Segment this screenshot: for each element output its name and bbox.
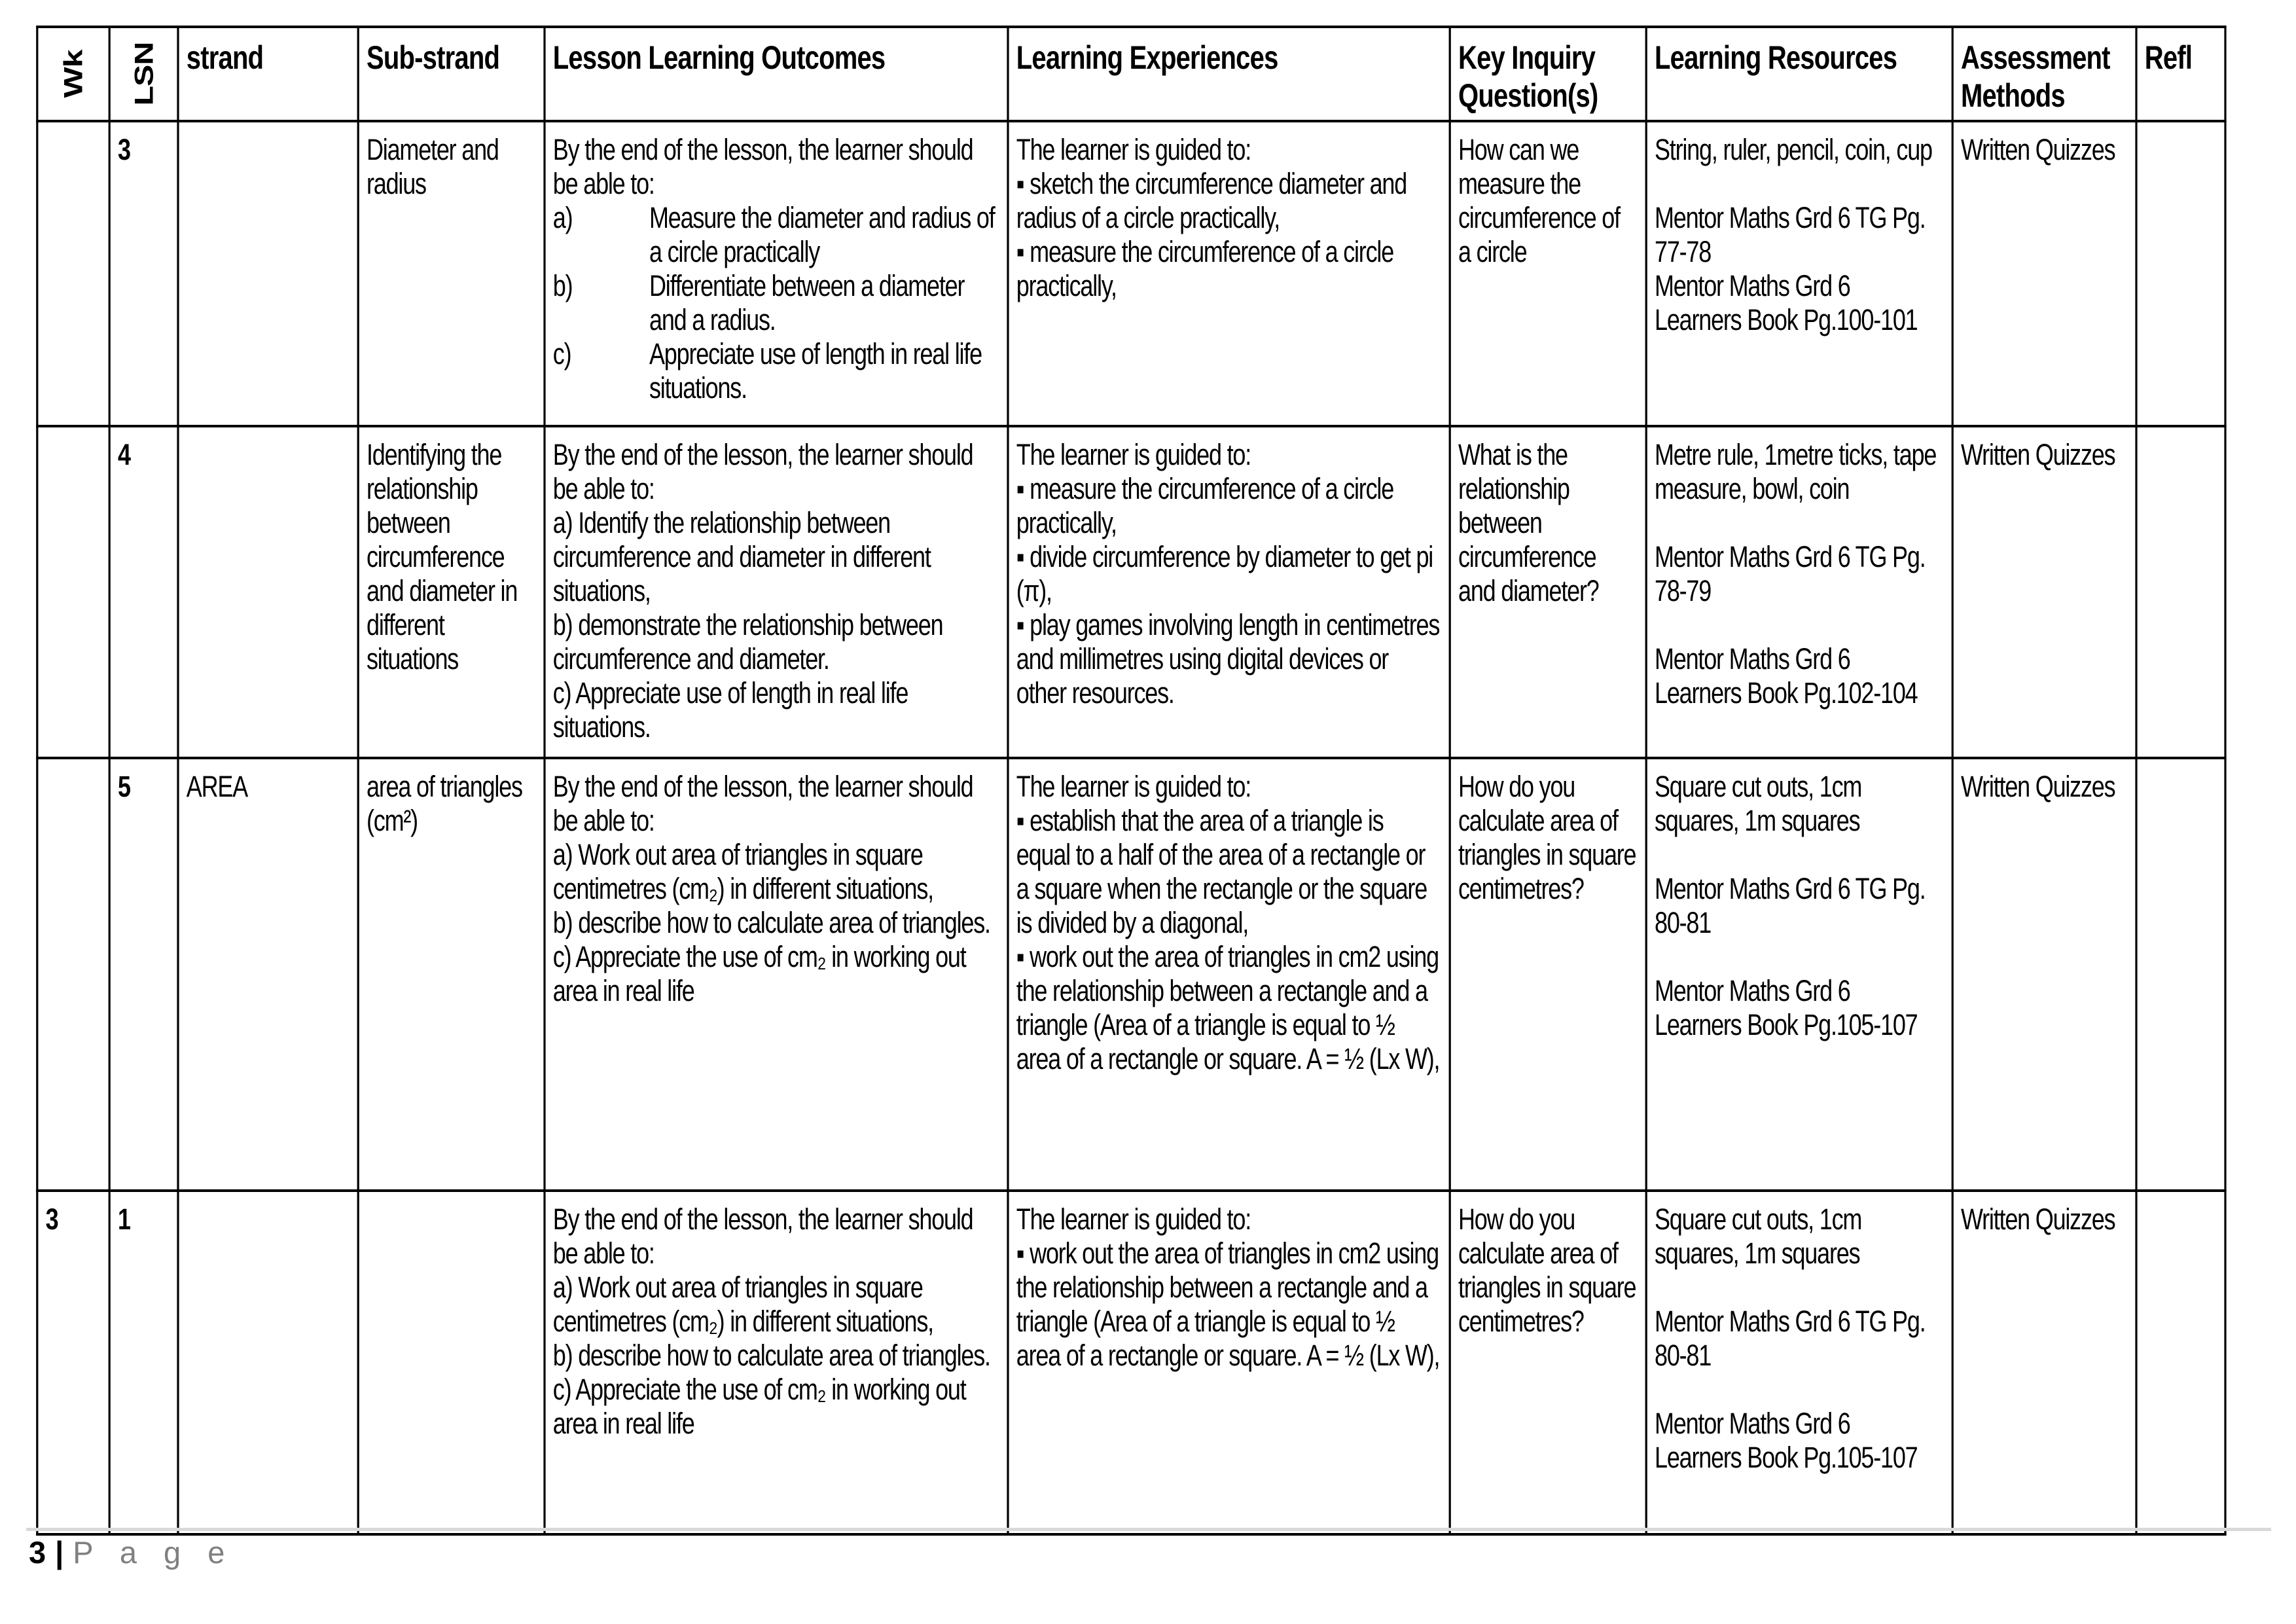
bullet-item: ▪ measure the circumference of a circle practically, xyxy=(1016,235,1442,303)
cell-strand: AREA xyxy=(178,758,358,1191)
header-row xyxy=(37,27,2225,121)
cell-key-inquiry: How do you calculate area of triangles in square centimetres? xyxy=(1450,1191,1646,1534)
resource-line: Mentor Maths Grd 6 TG Pg. 77-78 xyxy=(1655,201,1926,268)
header-lsn-label: LSN xyxy=(129,42,158,106)
header-experiences: Learning Experiences xyxy=(1008,27,1450,121)
cell-lsn: 4 xyxy=(109,426,178,758)
table-row xyxy=(37,758,2225,1191)
resource-line xyxy=(1655,838,1944,872)
cell-refl xyxy=(2136,426,2225,758)
outcome-item: c) Appreciate the use of cm₂ in working out area in real life xyxy=(552,940,966,1007)
cell-refl xyxy=(2136,1191,2225,1534)
outcome-item xyxy=(553,269,999,337)
page-number: 3 xyxy=(29,1535,46,1570)
outcome-text: Differentiate between a diameter and a radius. xyxy=(649,269,965,336)
outcome-marker: b) xyxy=(552,269,573,302)
cell-experiences xyxy=(1008,1191,1450,1534)
resource-line xyxy=(1655,506,1944,540)
outcome-item: a) Work out area of triangles in square centimetres (cm₂) in different situations, xyxy=(552,1271,933,1338)
experiences-intro: The learner is guided to: xyxy=(1016,133,1251,166)
resource-line xyxy=(1655,1373,1944,1407)
footer-rule xyxy=(26,1528,2271,1531)
resource-line: Metre rule, 1metre ticks, tape measure, bowl, coin xyxy=(1655,438,1937,505)
cell-resources xyxy=(1646,1191,1952,1534)
outcomes-intro: By the end of the lesson, the learner should be able to: xyxy=(552,770,973,837)
header-outcomes: Lesson Learning Outcomes xyxy=(545,27,1008,121)
bullet-item: ▪ sketch the circumference diameter and radius of a circle practically, xyxy=(1016,167,1442,235)
cell-assessment: Written Quizzes xyxy=(1952,426,2136,758)
cell-assessment: Written Quizzes xyxy=(1952,121,2136,426)
experiences-intro: The learner is guided to: xyxy=(1016,438,1251,471)
header-lsn xyxy=(109,27,178,121)
cell-strand xyxy=(178,121,358,426)
resource-line: Mentor Maths Grd 6 TG Pg. 80-81 xyxy=(1655,872,1926,939)
resource-line: Mentor Maths Grd 6 xyxy=(1655,974,1850,1007)
cell-outcomes xyxy=(545,426,1008,758)
cell-key-inquiry: How do you calculate area of triangles in square centimetres? xyxy=(1450,758,1646,1191)
cell-wk xyxy=(37,121,109,426)
resource-line xyxy=(1655,940,1944,974)
table-row xyxy=(37,1191,2225,1534)
cell-sub-strand: area of triangles (cm²) xyxy=(358,758,545,1191)
footer-separator: | xyxy=(55,1535,64,1570)
outcome-marker: a) xyxy=(552,201,573,234)
outcome-item: c) Appreciate the use of cm₂ in working out area in real life xyxy=(552,1373,966,1440)
bullet-item: ▪ measure the circumference of a circle practically, xyxy=(1016,472,1442,540)
outcomes-intro: By the end of the lesson, the learner should be able to: xyxy=(552,133,973,200)
cell-resources xyxy=(1646,426,1952,758)
bullet-item: ▪ establish that the area of a triangle is equal to a half of the area of a rectangle or a square when the rectangle or the square is divided by a diagonal, xyxy=(1016,804,1442,940)
cell-refl xyxy=(2136,758,2225,1191)
header-key-inquiry: Key Inquiry Question(s) xyxy=(1450,27,1646,121)
page-footer xyxy=(29,1534,234,1570)
header-resources: Learning Resources xyxy=(1646,27,1952,121)
experiences-intro: The learner is guided to: xyxy=(1016,770,1251,803)
outcomes-intro: By the end of the lesson, the learner should be able to: xyxy=(552,438,973,505)
cell-sub-strand xyxy=(358,1191,545,1534)
cell-outcomes xyxy=(545,758,1008,1191)
experiences-intro: The learner is guided to: xyxy=(1016,1202,1251,1236)
header-strand: strand xyxy=(178,27,358,121)
cell-resources xyxy=(1646,121,1952,426)
header-refl: Refl xyxy=(2136,27,2225,121)
resource-line: Square cut outs, 1cm squares, 1m squares xyxy=(1655,770,1862,837)
cell-assessment: Written Quizzes xyxy=(1952,758,2136,1191)
resource-line: Learners Book Pg.100-101 xyxy=(1655,303,1918,336)
scheme-of-work-table xyxy=(36,26,2226,1536)
cell-assessment: Written Quizzes xyxy=(1952,1191,2136,1534)
cell-key-inquiry: How can we measure the circumference of a circle xyxy=(1450,121,1646,426)
resource-line: Mentor Maths Grd 6 TG Pg. 80-81 xyxy=(1655,1305,1926,1372)
cell-experiences xyxy=(1008,758,1450,1191)
resource-line xyxy=(1655,167,1944,201)
cell-lsn: 3 xyxy=(109,121,178,426)
cell-resources xyxy=(1646,758,1952,1191)
outcome-item: b) describe how to calculate area of triangles. xyxy=(552,906,990,939)
bullet-item: ▪ work out the area of triangles in cm2 using the relationship between a rectangle and a triangle (Area of a triangle is equal to ½ area of a rectangle or square. A = ½ (Lx W), xyxy=(1016,940,1442,1076)
outcome-text: Appreciate use of length in real life situations. xyxy=(649,337,982,405)
cell-strand xyxy=(178,1191,358,1534)
header-wk-label: Wk xyxy=(58,50,88,98)
cell-wk: 3 xyxy=(37,1191,109,1534)
outcome-marker: c) xyxy=(552,337,571,370)
outcome-item: b) demonstrate the relationship between circumference and diameter. xyxy=(552,608,943,676)
resource-line: Mentor Maths Grd 6 TG Pg. 78-79 xyxy=(1655,540,1926,607)
resource-line: String, ruler, pencil, coin, cup xyxy=(1655,133,1932,166)
resource-line xyxy=(1655,608,1944,642)
cell-wk xyxy=(37,758,109,1191)
cell-experiences xyxy=(1008,426,1450,758)
outcome-item: c) Appreciate use of length in real life situations. xyxy=(552,676,908,744)
header-wk xyxy=(37,27,109,121)
outcome-item xyxy=(553,201,999,269)
resource-line: Learners Book Pg.105-107 xyxy=(1655,1008,1918,1041)
bullet-item: ▪ play games involving length in centimetres and millimetres using digital devices or other resources. xyxy=(1016,608,1442,710)
cell-refl xyxy=(2136,121,2225,426)
table-row xyxy=(37,426,2225,758)
header-assessment: Assessment Methods xyxy=(1952,27,2136,121)
resource-line: Mentor Maths Grd 6 xyxy=(1655,642,1850,676)
resource-line: Learners Book Pg.105-107 xyxy=(1655,1441,1918,1474)
cell-outcomes xyxy=(545,1191,1008,1534)
resource-line: Learners Book Pg.102-104 xyxy=(1655,676,1918,710)
cell-sub-strand: Diameter and radius xyxy=(358,121,545,426)
outcomes-intro: By the end of the lesson, the learner should be able to: xyxy=(552,1202,973,1270)
cell-lsn: 1 xyxy=(109,1191,178,1534)
resource-line xyxy=(1655,1271,1944,1305)
resource-line: Mentor Maths Grd 6 xyxy=(1655,269,1850,302)
resource-line: Square cut outs, 1cm squares, 1m squares xyxy=(1655,1202,1862,1270)
cell-sub-strand: Identifying the relationship between circumference and diameter in different situations xyxy=(358,426,545,758)
outcome-item xyxy=(553,337,999,405)
cell-key-inquiry: What is the relationship between circumference and diameter? xyxy=(1450,426,1646,758)
outcome-text: Measure the diameter and radius of a circle practically xyxy=(649,201,995,268)
bullet-item: ▪ divide circumference by diameter to get pi (π), xyxy=(1016,540,1442,608)
header-sub-strand: Sub-strand xyxy=(358,27,545,121)
outcome-item: a) Identify the relationship between circumference and diameter in different situations, xyxy=(552,506,931,607)
table-row xyxy=(37,121,2225,426)
bullet-item: ▪ work out the area of triangles in cm2 using the relationship between a rectangle and a triangle (Area of a triangle is equal to ½ area of a rectangle or square. A = ½ (Lx W), xyxy=(1016,1236,1442,1373)
footer-page-word: P a g e xyxy=(73,1535,234,1570)
cell-lsn: 5 xyxy=(109,758,178,1191)
cell-strand xyxy=(178,426,358,758)
outcome-item: a) Work out area of triangles in square centimetres (cm₂) in different situations, xyxy=(552,838,933,905)
outcome-item: b) describe how to calculate area of triangles. xyxy=(552,1339,990,1372)
cell-outcomes xyxy=(545,121,1008,426)
resource-line: Mentor Maths Grd 6 xyxy=(1655,1407,1850,1440)
cell-wk xyxy=(37,426,109,758)
cell-experiences xyxy=(1008,121,1450,426)
